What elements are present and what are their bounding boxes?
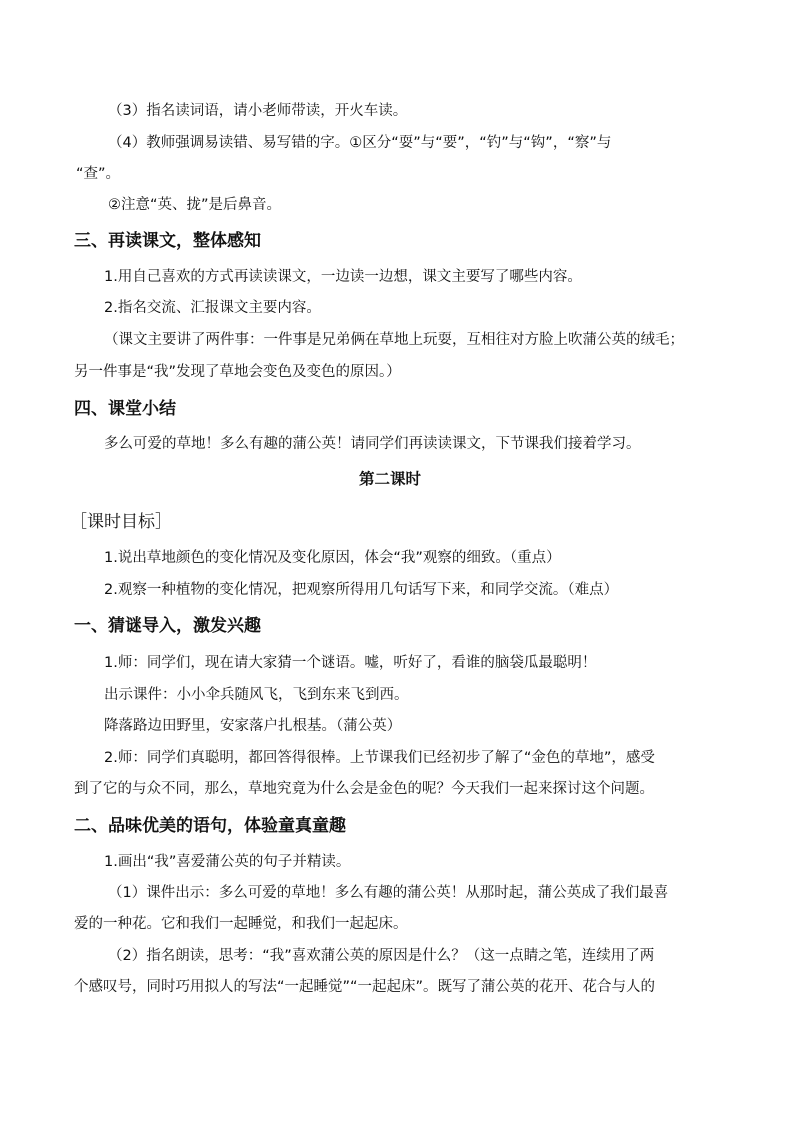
paragraph-line: 2.观察一种植物的变化情况，把观察所得用几句话写下来，和同学交流。（难点）: [104, 582, 619, 598]
paragraph-line: ②注意“英、拢”是后鼻音。: [108, 197, 282, 213]
paragraph-line: 到了它的与众不同，那么，草地究竟为什么会是金色的呢？今天我们一起来探讨这个问题。: [74, 781, 654, 797]
paragraph-line: 1.用自己喜欢的方式再读读课文，一边读一边想，课文主要写了哪些内容。: [104, 269, 582, 285]
paragraph-line: “查”。: [76, 166, 121, 182]
paragraph-line: （2）指名朗读，思考：“我”喜欢蒲公英的原因是什么？（这一点睛之笔，连续用了两: [108, 948, 655, 964]
paragraph-line: 出示课件：小小伞兵随风飞，飞到东来飞到西。: [104, 687, 409, 703]
paragraph-line: （4）教师强调易读错、易写错的字。①区分“耍”与“要”，“钓”与“钩”，“察”与: [108, 135, 612, 151]
section-heading: 二、品味优美的语句，体验童真童趣: [74, 816, 346, 836]
paragraph-line: 2.师：同学们真聪明，都回答得很棒。上节课我们已经初步了解了“金色的草地”，感受: [104, 750, 655, 766]
paragraph-line: 个感叹号，同时巧用拟人的写法“一起睡觉”“一起起床”。既写了蒲公英的花开、花合与人的: [74, 979, 656, 995]
paragraph-line: （课文主要讲了两件事：一件事是兄弟俩在草地上玩耍，互相往对方脸上吹蒲公英的绒毛；: [104, 332, 684, 348]
objective-heading: ［课时目标］: [70, 512, 172, 532]
paragraph-line: 爱的一种花。它和我们一起睡觉，和我们一起起床。: [74, 916, 408, 932]
section-heading: 一、猜谜导入，激发兴趣: [74, 616, 261, 636]
paragraph-line: （1）课件出示：多么可爱的草地！多么有趣的蒲公英！从那时起，蒲公英成了我们最喜: [108, 885, 669, 901]
paragraph-line: 2.指名交流、汇报课文主要内容。: [104, 300, 321, 316]
section-heading: 三、再读课文，整体感知: [74, 231, 261, 251]
paragraph-line: 1.师：同学们，现在请大家猜一个谜语。嘘，听好了，看谁的脑袋瓜最聪明！: [104, 655, 597, 671]
paragraph-line: 降落路边田野里，安家落户扎根基。（蒲公英）: [104, 718, 402, 734]
paragraph-line: 1.说出草地颜色的变化情况及变化原因，体会“我”观察的细致。（重点）: [104, 550, 561, 566]
section-heading: 四、课堂小结: [74, 399, 176, 419]
paragraph-line: 1.画出“我”喜爱蒲公英的句子并精读。: [104, 854, 351, 870]
paragraph-line: 多么可爱的草地！多么有趣的蒲公英！请同学们再读读课文，下节课我们接着学习。: [104, 436, 641, 452]
lesson-title: 第二课时: [359, 470, 422, 488]
paragraph-line: 另一件事是“我”发现了草地会变色及变色的原因。）: [74, 364, 401, 380]
paragraph-line: （3）指名读词语，请小老师带读，开火车读。: [108, 103, 408, 119]
